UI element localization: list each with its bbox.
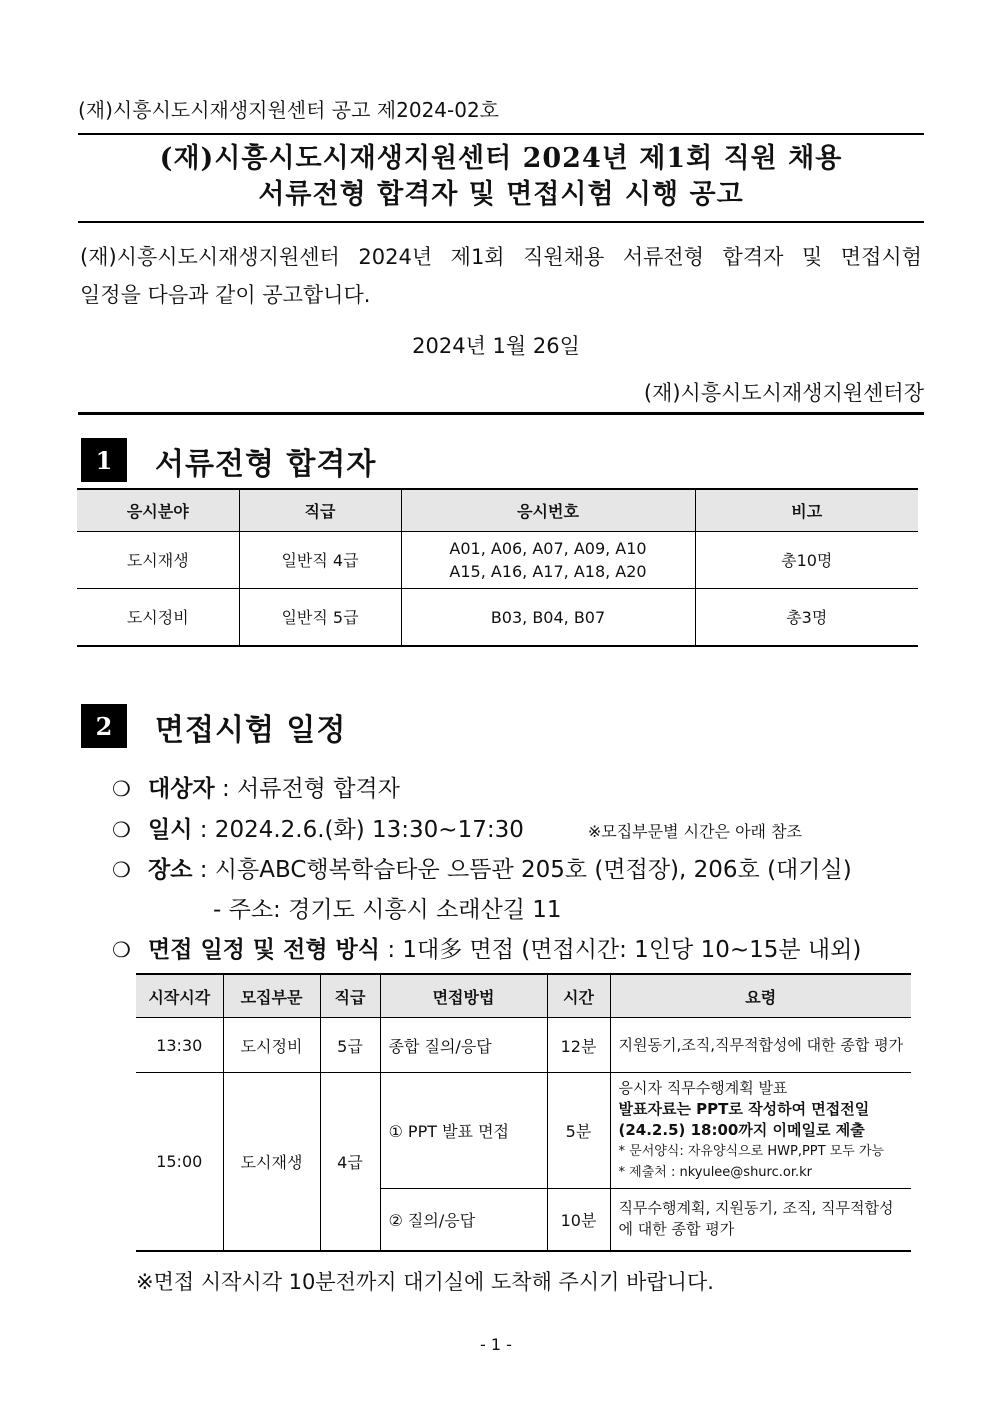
cell-method: ① PPT 발표 면접 — [380, 1073, 547, 1189]
cell-method: 종합 질의/응답 — [380, 1018, 547, 1073]
column-header: 시작시각 — [136, 974, 223, 1018]
guide-line: 응시자 직무수행계획 발표 — [618, 1079, 788, 1097]
signer: (재)시흥시도시재생지원센터장 — [643, 381, 924, 405]
table-header-row — [77, 489, 918, 532]
cell-method: ② 질의/응답 — [380, 1189, 547, 1251]
intro-word: 서류전형 — [622, 245, 704, 269]
notice-number: (재)시흥시도시재생지원센터 공고 제2024-02호 — [78, 98, 500, 122]
place-value: : 시흥ABC행복학습타운 으뜸관 205호 (면접장), 206호 (대기실) — [199, 857, 852, 883]
datetime-line — [112, 811, 802, 844]
cell-dept: 도시재생 — [223, 1073, 320, 1251]
table-row — [77, 532, 918, 589]
cell-numbers: B03, B04, B07 — [401, 589, 695, 647]
numbers-line: A15, A16, A17, A18, A20 — [449, 562, 647, 581]
section-2-badge: 2 — [81, 704, 127, 748]
cell-grade: 일반직 5급 — [239, 589, 401, 647]
guide-line-format: * 문서양식: 자유양식으로 HWP,PPT 모두 가능 — [618, 1144, 885, 1159]
table-row — [136, 1073, 911, 1189]
address-line: - 주소: 경기도 시흥시 소래산길 11 — [213, 897, 562, 923]
cell-field: 도시재생 — [77, 532, 239, 589]
method-label: 면접 일정 및 전형 방식 — [148, 937, 380, 963]
cell-dept: 도시정비 — [223, 1018, 320, 1073]
guide-line-email: * 제출처 : nkyulee@shurc.or.kr — [618, 1165, 812, 1180]
page-number: - 1 - — [480, 1335, 512, 1354]
cell-grade: 4급 — [320, 1073, 380, 1251]
table-row — [77, 589, 918, 647]
section-divider — [78, 412, 924, 415]
title-line-2: 서류전형 합격자 및 면접시험 시행 공고 — [258, 179, 744, 210]
bullet-mark: ❍ — [112, 938, 131, 962]
intro-line-2: 일정을 다음과 같이 공고합니다. — [80, 283, 371, 307]
intro-word: 및 — [801, 245, 823, 269]
cell-time: 13:30 — [136, 1018, 223, 1073]
cell-time: 15:00 — [136, 1073, 223, 1251]
cell-numbers — [401, 532, 695, 589]
notice-date: 2024년 1월 26일 — [412, 334, 580, 358]
target-label: 대상자 — [148, 776, 215, 802]
table-header-row — [136, 974, 911, 1018]
column-header: 요령 — [610, 974, 911, 1018]
datetime-value: : 2024.2.6.(화) 13:30~17:30 — [199, 817, 524, 843]
column-header: 면접방법 — [380, 974, 547, 1018]
cell-duration: 10분 — [547, 1189, 610, 1251]
column-header: 시간 — [547, 974, 610, 1018]
cell-field: 도시정비 — [77, 589, 239, 647]
numbers-line: A01, A06, A07, A09, A10 — [449, 539, 647, 558]
intro-word: (재)시흥시도시재생지원센터 — [80, 245, 340, 269]
footnote: ※면접 시작시각 10분전까지 대기실에 도착해 주시기 바랍니다. — [136, 1270, 714, 1294]
column-header: 응시번호 — [401, 489, 695, 532]
method-line — [112, 931, 861, 964]
cell-note: 총10명 — [695, 532, 918, 589]
cell-duration: 12분 — [547, 1018, 610, 1073]
method-value: : 1대多 면접 (면접시간: 1인당 10~15분 내외) — [387, 937, 862, 963]
column-header: 응시분야 — [77, 489, 239, 532]
cell-guide: 지원동기,조직,직무적합성에 대한 종합 평가 — [610, 1018, 911, 1073]
column-header: 직급 — [239, 489, 401, 532]
title-top-rule — [78, 133, 924, 135]
cell-guide: 직무수행계획, 지원동기, 조직, 직무적합성에 대한 종합 평가 — [610, 1189, 911, 1251]
bullet-mark: ❍ — [112, 818, 131, 842]
cell-guide — [610, 1073, 911, 1189]
intro-word: 면접시험 — [840, 245, 922, 269]
intro-line-1 — [80, 238, 922, 276]
intro-word: 직원채용 — [523, 245, 605, 269]
cell-grade: 일반직 4급 — [239, 532, 401, 589]
intro-word: 합격자 — [722, 245, 784, 269]
place-label: 장소 — [148, 857, 193, 883]
bullet-mark: ❍ — [112, 777, 131, 801]
bullet-mark: ❍ — [112, 858, 131, 882]
column-header: 직급 — [320, 974, 380, 1018]
cell-grade: 5급 — [320, 1018, 380, 1073]
intro-word: 2024년 — [358, 245, 433, 269]
intro-word: 제1회 — [450, 245, 505, 269]
interview-schedule-table — [136, 973, 911, 1252]
column-header: 비고 — [695, 489, 918, 532]
passers-table — [77, 488, 918, 647]
place-line — [112, 851, 852, 884]
target-value: : 서류전형 합격자 — [221, 776, 400, 802]
guide-line-emphasis: 발표자료는 PPT로 작성하여 면접전일 (24.2.5) 18:00까지 이메일로 제출 — [618, 1100, 870, 1139]
target-line — [112, 770, 400, 803]
cell-note: 총3명 — [695, 589, 918, 647]
cell-duration: 5분 — [547, 1073, 610, 1189]
datetime-label: 일시 — [148, 817, 193, 843]
title-bottom-rule — [78, 221, 924, 223]
column-header: 모집부문 — [223, 974, 320, 1018]
section-2-title: 면접시험 일정 — [155, 713, 347, 748]
intro-paragraph — [80, 238, 922, 314]
table-row — [136, 1018, 911, 1073]
title-line-1: (재)시흥시도시재생지원센터 2024년 제1회 직원 채용 — [159, 143, 843, 174]
section-1-badge: 1 — [81, 438, 127, 482]
section-1-title: 서류전형 합격자 — [155, 447, 377, 482]
datetime-note: ※모집부문별 시간은 아래 참조 — [587, 822, 802, 841]
